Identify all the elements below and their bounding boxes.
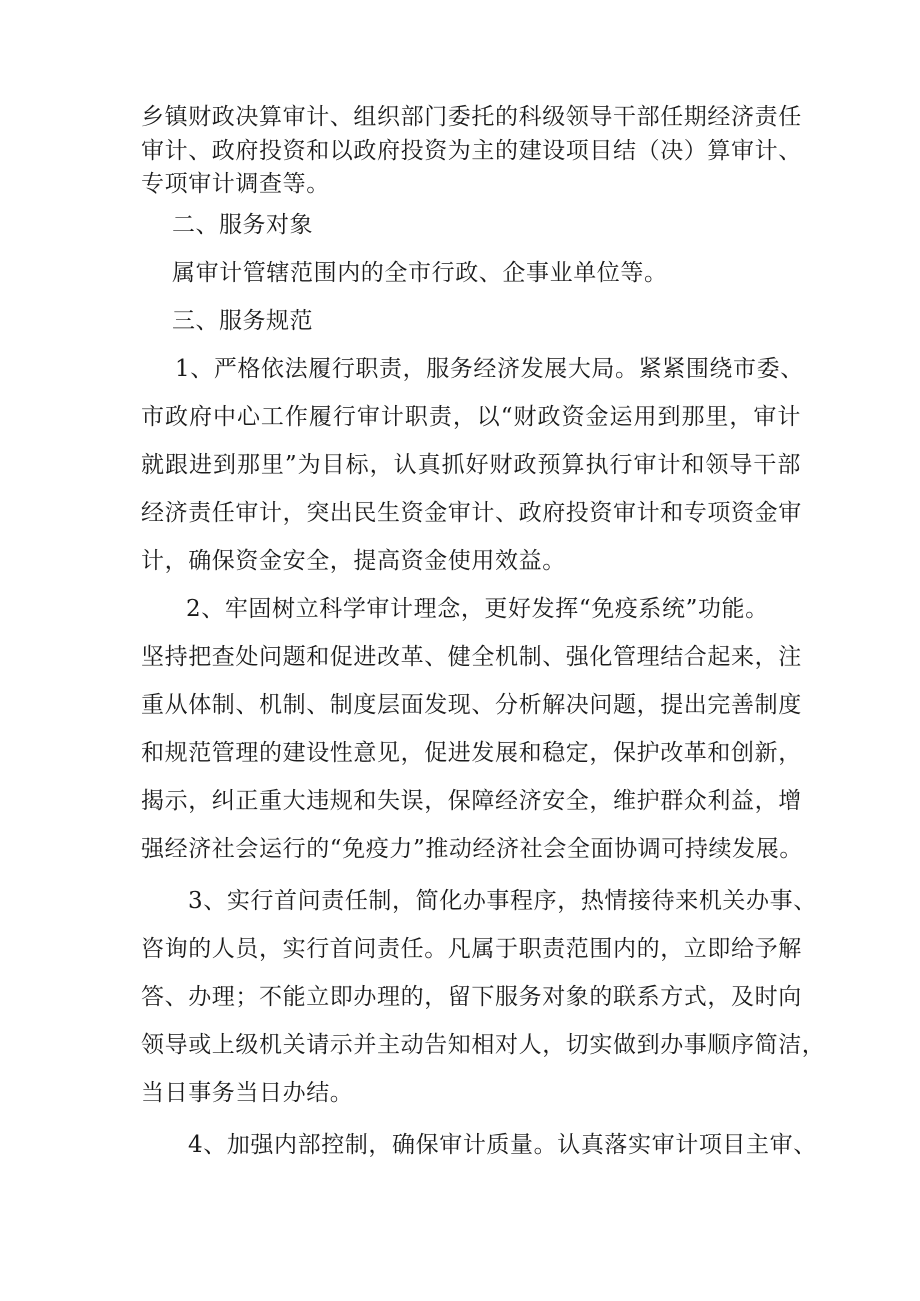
item1-line-4: 经济责任审计，突出民生资金审计、政府投资审计和专项资金审 [141, 500, 802, 526]
item2-line-5: 揭示，纠正重大违规和失误，保障经济安全，维护群众利益，增 [141, 788, 802, 814]
section2-line-1: 属审计管辖范围内的全市行政、企事业单位等。 [172, 260, 668, 286]
intro-line-3: 专项审计调查等。 [141, 171, 330, 197]
item2-line-4: 和规范管理的建设性意见，促进发展和稳定，保护改革和创新， [141, 740, 802, 766]
item1-line-2: 市政府中心工作履行审计职责，以“财政资金运用到那里，审计 [141, 404, 801, 430]
item2-line-1: 2、牢固树立科学审计理念，更好发挥“免疫系统”功能。 [186, 596, 769, 622]
intro-line-2: 审计、政府投资和以政府投资为主的建设项目结（决）算审计、 [141, 138, 802, 164]
item3-line-4: 领导或上级机关请示并主动告知相对人，切实做到办事顺序简洁， [141, 1032, 826, 1058]
item2-line-6: 强经济社会运行的“免疫力”推动经济社会全面协调可持续发展。 [141, 836, 803, 862]
item3-line-3: 答、办理；不能立即办理的，留下服务对象的联系方式，及时向 [141, 984, 802, 1010]
item3-line-5: 当日事务当日办结。 [141, 1080, 354, 1106]
item3-line-2: 咨询的人员，实行首问责任。凡属于职责范围内的，立即给予解 [141, 936, 802, 962]
item1-line-3: 就跟进到那里”为目标，认真抓好财政预算执行审计和领导干部 [141, 452, 801, 478]
item3-line-1: 3、实行首问责任制，简化办事程序，热情接待来机关办事、 [188, 888, 817, 914]
section-heading-service-objects: 二、服务对象 [172, 212, 313, 238]
item2-line-3: 重从体制、机制、制度层面发现、分析解决问题，提出完善制度 [141, 692, 802, 718]
section-heading-service-standards: 三、服务规范 [172, 308, 313, 334]
item1-line-1: 1、严格依法履行职责，服务经济发展大局。紧紧围绕市委、 [175, 356, 804, 382]
item4-line-1: 4、加强内部控制，确保审计质量。认真落实审计项目主审、 [188, 1132, 817, 1158]
item2-line-2: 坚持把查处问题和促进改革、健全机制、强化管理结合起来，注 [141, 644, 802, 670]
item1-line-5: 计，确保资金安全，提高资金使用效益。 [141, 548, 566, 574]
intro-line-1: 乡镇财政决算审计、组织部门委托的科级领导干部任期经济责任 [141, 104, 802, 130]
